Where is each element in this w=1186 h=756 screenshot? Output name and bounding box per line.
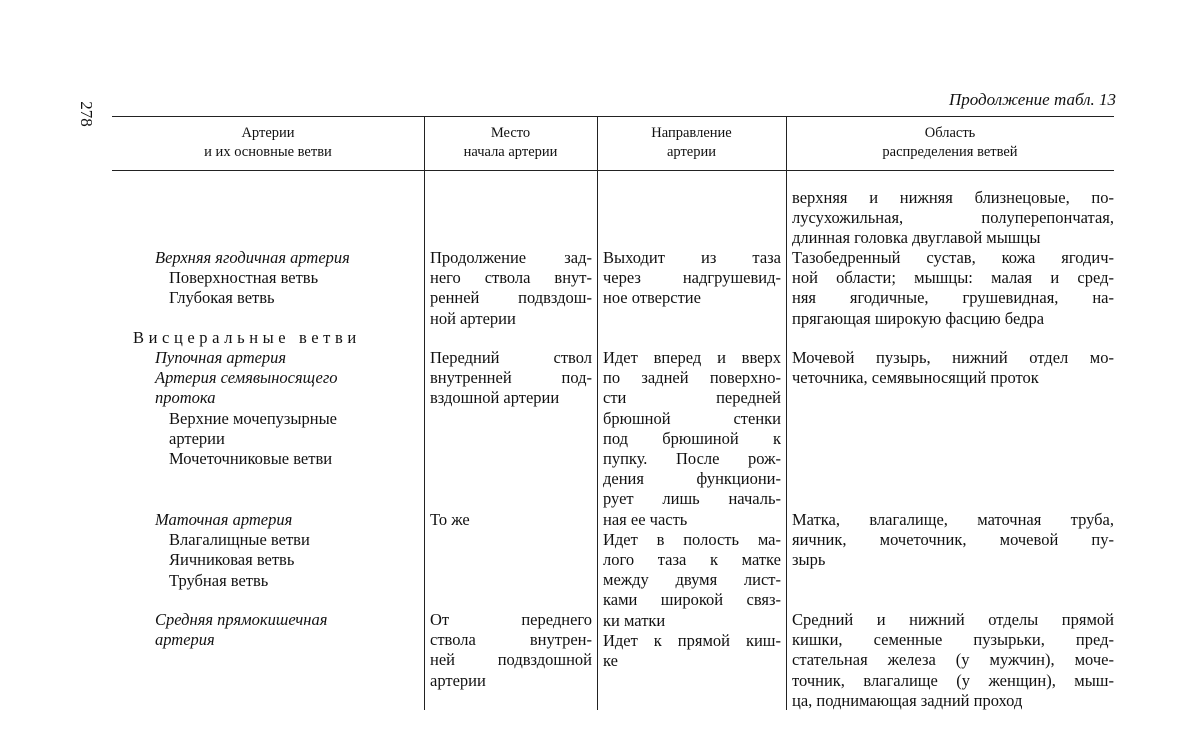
header-distribution: Область распределения ветвей <box>882 125 1018 160</box>
header-direction: Направление артерии <box>651 125 732 160</box>
direction-umbilical: Идет вперед и вверх по задней поверхно- сти передней брюшной стенки под брюшиной к пупку. После рож- дения функциони- рует лишь началь- ная ее часть Идет в полость ма- лого таза к матке между двумя лист- ками широкой связ- ки матки Идет к прямой киш- ке <box>603 348 781 671</box>
distribution-continued: верхняя и нижняя близнецовые, по- лусухожильная, полуперепончатая, длинная головка двуглавой мышцы <box>792 188 1114 248</box>
column-divider-2 <box>597 116 598 710</box>
arteries-superior-gluteal: Верхняя ягодичная артерия Поверхностная ветвь Глубокая ветвь <box>155 248 350 308</box>
origin-middle-rectal: От переднего ствола внутрен- ней подвздошной артерии <box>430 610 592 690</box>
table-caption: Продолжение табл. 13 <box>948 90 1116 109</box>
origin-umbilical: Передний ствол внутренней под- вздошной артерии <box>430 348 592 408</box>
direction-superior-gluteal: Выходит из таза через надгрушевид- ное отверстие <box>603 248 781 308</box>
arteries-umbilical: Пупочная артерия Артерия семявыносящего протока Верхние мочепузырные артерии Мочеточниковые ветви <box>155 348 338 469</box>
header-origin: Место начала артерии <box>463 125 558 160</box>
distribution-middle-rectal: Средний и нижний отделы прямой кишки, семенные пузырьки, пред- стательная железа (у мужчин), моче- точник, влагалище (у женщин), мыш- ца, поднимающая задний проход <box>792 610 1114 710</box>
visceral-branches-heading: Висцеральные ветви <box>133 328 361 347</box>
arteries-middle-rectal: Средняя прямокишечная артерия <box>155 610 328 650</box>
distribution-superior-gluteal: Тазобедренный сустав, кожа ягодич- ной области; мышцы: малая и сред- няя ягодичные, грушевидная, на- прягающая широкую фасцию бедра <box>792 248 1114 328</box>
header-arteries: Артерии и их основные ветви <box>204 125 332 160</box>
header-bottom-rule <box>112 170 1114 171</box>
column-divider-1 <box>424 116 425 710</box>
page-number: 278 <box>76 101 96 127</box>
arteries-uterine: Маточная артерия Влагалищные ветви Яичниковая ветвь Трубная ветвь <box>155 510 310 590</box>
column-divider-3 <box>786 116 787 710</box>
distribution-umbilical: Мочевой пузырь, нижний отдел мо- четочника, семявыносящий проток <box>792 348 1114 388</box>
origin-uterine: То же <box>430 510 470 529</box>
table-top-rule <box>112 116 1114 117</box>
origin-superior-gluteal: Продолжение зад- него ствола внут- ренней подвздош- ной артерии <box>430 248 592 328</box>
distribution-uterine: Матка, влагалище, маточная труба, яичник, мочеточник, мочевой пу- зырь <box>792 510 1114 570</box>
